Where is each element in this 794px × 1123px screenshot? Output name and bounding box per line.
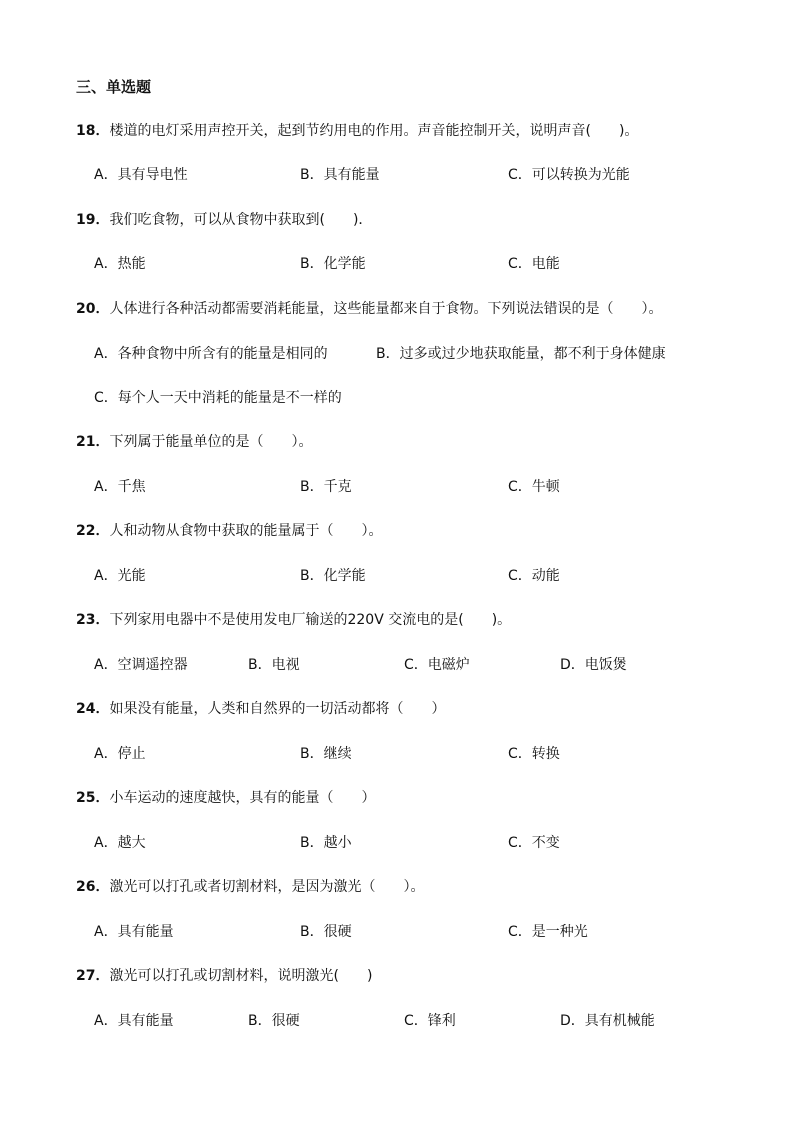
option-c: C．可以转换为光能 — [508, 167, 630, 183]
option-a: A．具有能量 — [94, 1013, 174, 1029]
option-b: B．具有能量 — [300, 167, 380, 183]
option-a: A．千焦 — [94, 479, 146, 495]
question-number: 21． — [76, 434, 110, 450]
option-a: A．停止 — [94, 746, 146, 762]
question-text: 人体进行各种活动都需要消耗能量，这些能量都来自于食物。下列说法错误的是（ ）。 — [109, 301, 663, 317]
option-c: C．锋利 — [404, 1013, 456, 1029]
question-text: 激光可以打孔或者切割材料，是因为激光（ ）。 — [109, 879, 425, 895]
question-22 — [76, 520, 382, 540]
option-c: C．转换 — [508, 746, 560, 762]
question-24 — [76, 698, 445, 718]
option-c: C．电能 — [508, 256, 560, 272]
option-b: B．过多或过少地获取能量，都不利于身体健康 — [376, 346, 666, 362]
question-text: 激光可以打孔或切割材料，说明激光( ) — [109, 968, 373, 984]
question-25 — [76, 787, 375, 807]
option-c: C．动能 — [508, 568, 560, 584]
option-b: B．越小 — [300, 835, 352, 851]
option-a: A．各种食物中所含有的能量是相同的 — [94, 346, 328, 362]
option-a: A．越大 — [94, 835, 146, 851]
question-18 — [76, 120, 638, 140]
option-a: A．空调遥控器 — [94, 657, 188, 673]
option-b: B．化学能 — [300, 568, 366, 584]
section-title: 三、单选题 — [76, 78, 152, 96]
question-number: 22． — [76, 523, 110, 539]
option-c: C．牛顿 — [508, 479, 560, 495]
question-27 — [76, 965, 372, 985]
question-text: 人和动物从食物中获取的能量属于（ ）。 — [109, 523, 383, 539]
option-b: B．很硬 — [248, 1013, 300, 1029]
option-c: C．不变 — [508, 835, 560, 851]
question-text: 我们吃食物，可以从食物中获取到( )． — [109, 212, 373, 228]
question-text: 下列家用电器中不是使用发电厂输送的220V 交流电的是( )。 — [109, 612, 512, 628]
option-a: A．光能 — [94, 568, 146, 584]
question-number: 18． — [76, 123, 110, 139]
option-b: B．化学能 — [300, 256, 366, 272]
question-text: 如果没有能量，人类和自然界的一切活动都将（ ） — [109, 701, 446, 717]
question-number: 19． — [76, 212, 110, 228]
option-b: B．很硬 — [300, 924, 352, 940]
option-c: C．每个人一天中消耗的能量是不一样的 — [94, 390, 342, 406]
option-b: B．电视 — [248, 657, 300, 673]
question-23 — [76, 609, 511, 629]
question-text: 楼道的电灯采用声控开关，起到节约用电的作用。声音能控制开关，说明声音( )。 — [109, 123, 639, 139]
question-number: 27． — [76, 968, 110, 984]
question-19 — [76, 209, 372, 229]
question-number: 20． — [76, 301, 110, 317]
option-a: A．具有导电性 — [94, 167, 188, 183]
option-c: C．是一种光 — [508, 924, 588, 940]
option-b: B．千克 — [300, 479, 352, 495]
question-number: 25． — [76, 790, 110, 806]
question-number: 24． — [76, 701, 110, 717]
option-d: D．具有机械能 — [560, 1013, 655, 1029]
question-text: 下列属于能量单位的是（ ）。 — [109, 434, 313, 450]
question-21 — [76, 431, 312, 451]
option-a: A．具有能量 — [94, 924, 174, 940]
option-c: C．电磁炉 — [404, 657, 470, 673]
question-26 — [76, 876, 424, 896]
question-number: 23． — [76, 612, 110, 628]
question-number: 26． — [76, 879, 110, 895]
option-b: B．继续 — [300, 746, 352, 762]
option-d: D．电饭煲 — [560, 657, 627, 673]
question-text: 小车运动的速度越快，具有的能量（ ） — [109, 790, 376, 806]
option-a: A．热能 — [94, 256, 146, 272]
question-20 — [76, 298, 662, 318]
